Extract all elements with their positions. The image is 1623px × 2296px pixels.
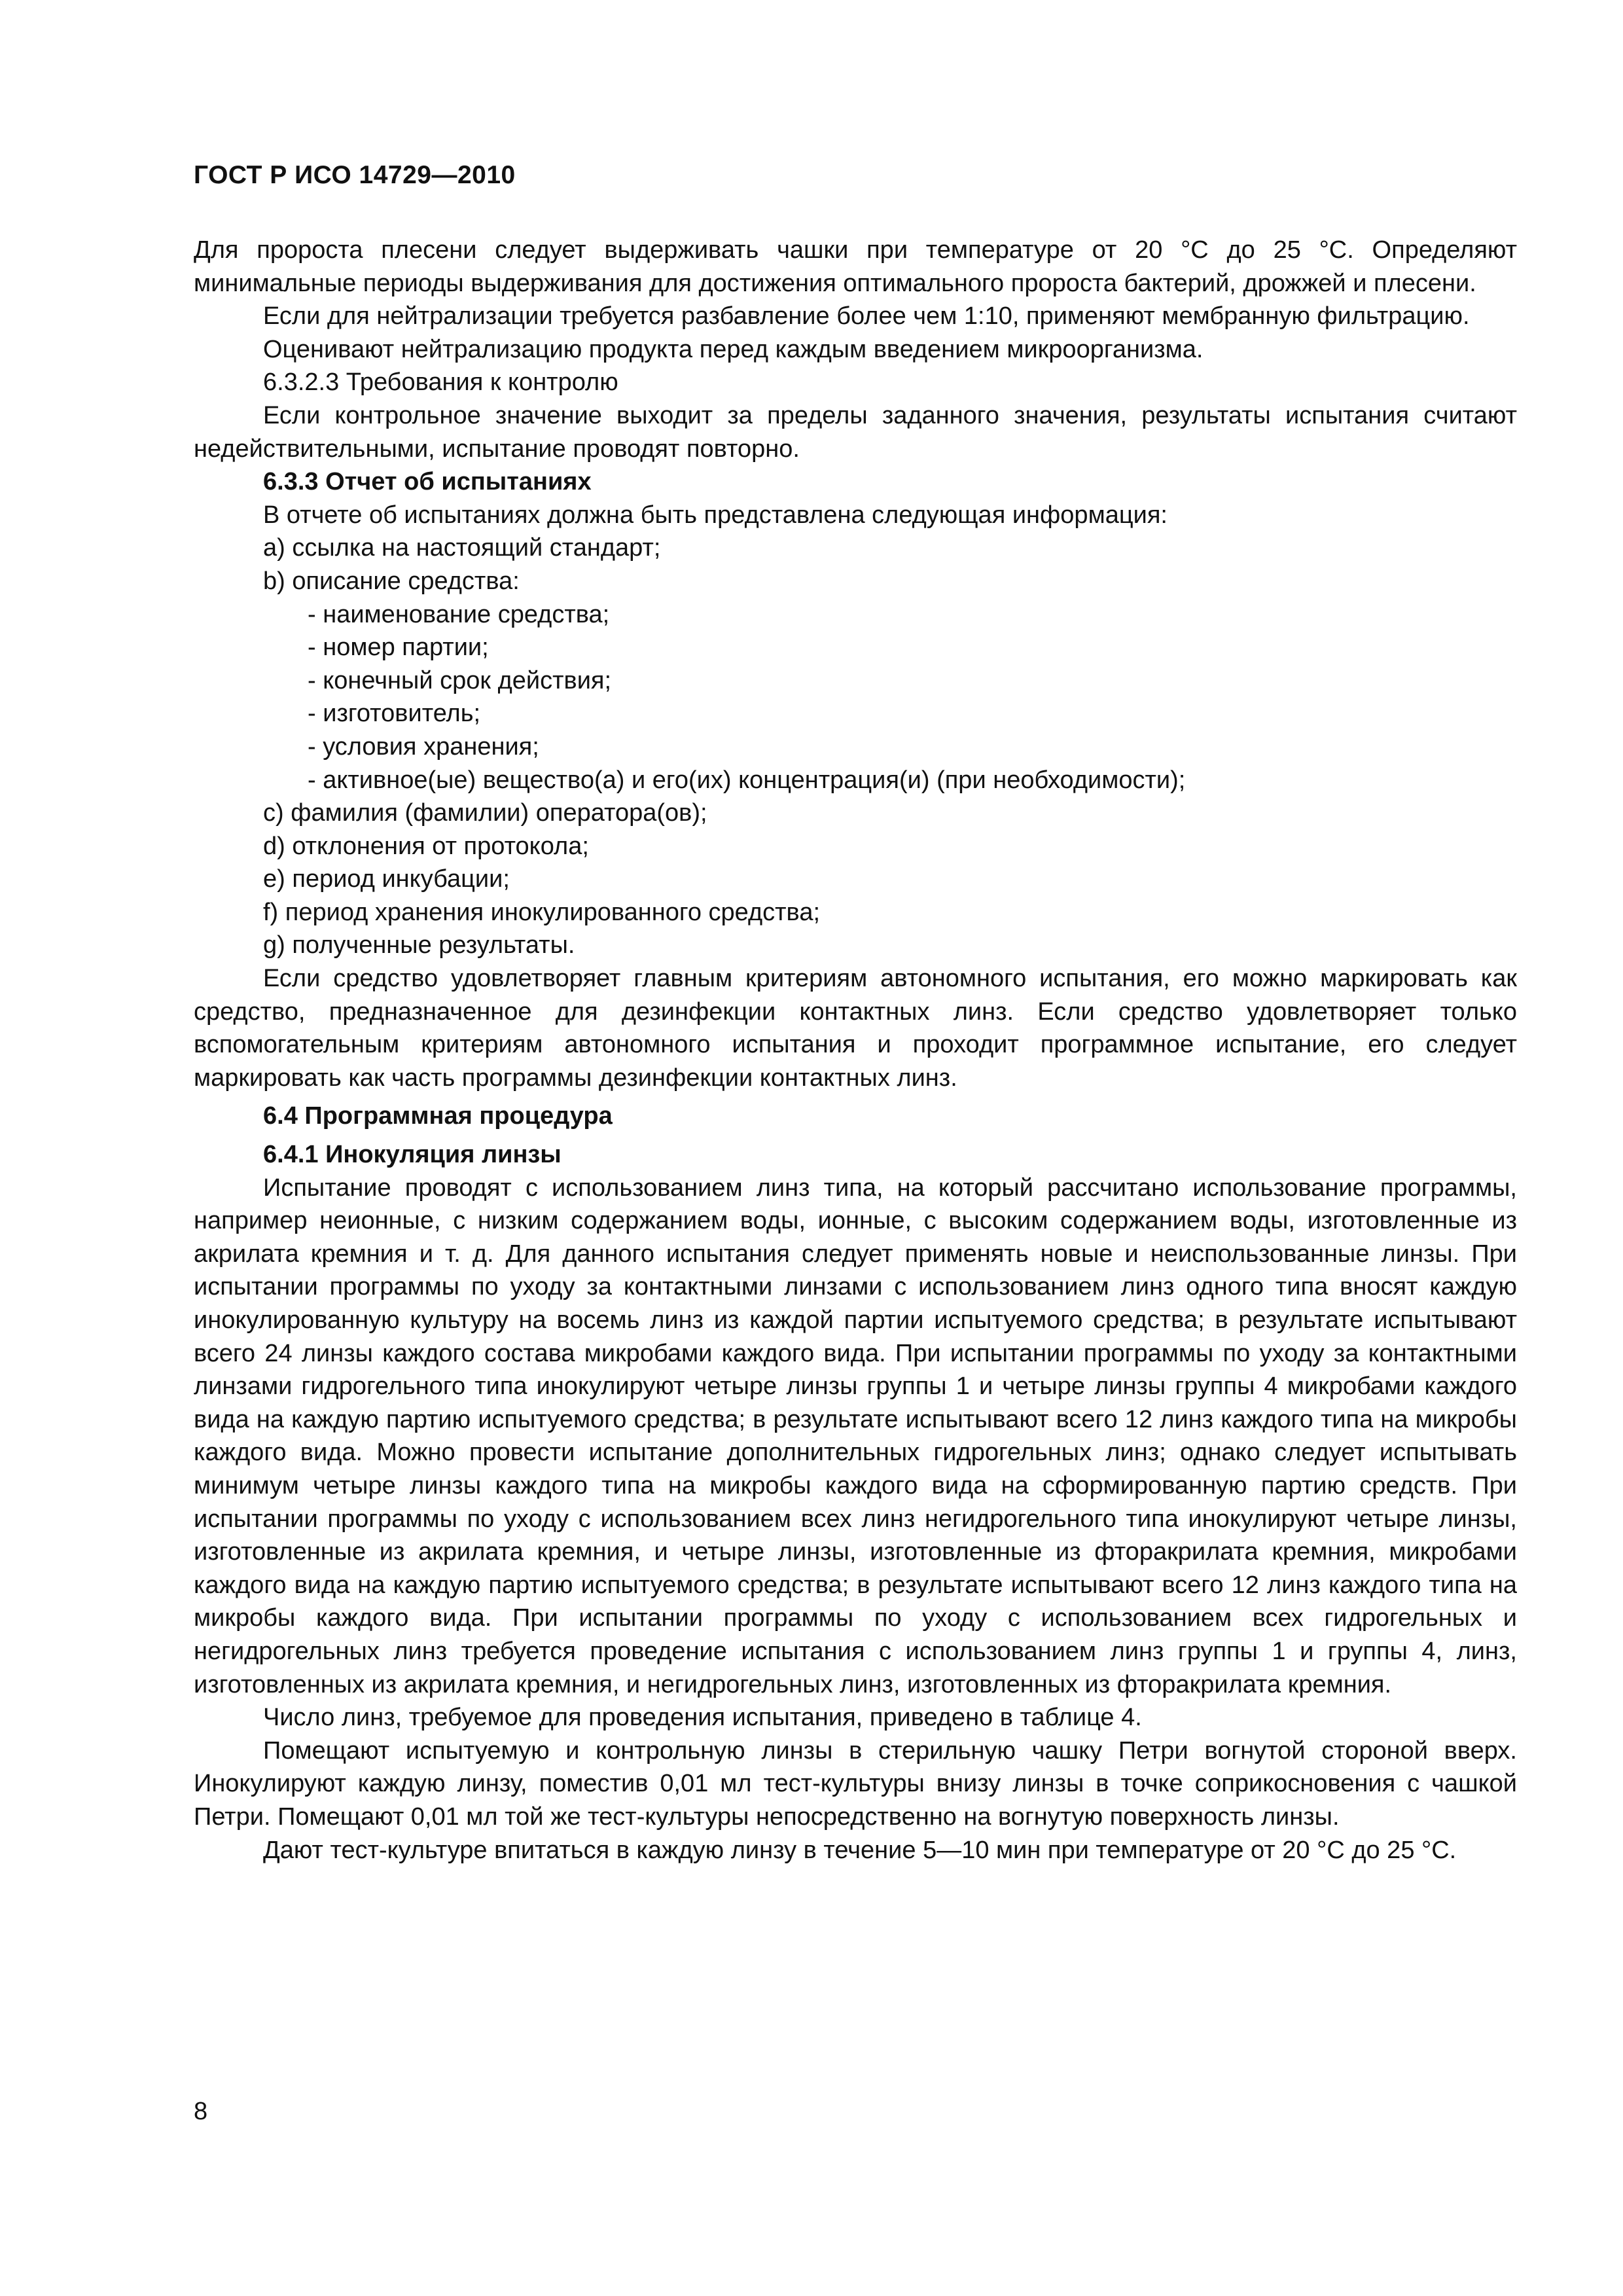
subsection-title: 6.3.2.3 Требования к контролю: [263, 368, 618, 397]
paragraph: Если контрольное значение выходит за пределы заданного значения, результаты испытания считают недействительными, испытание проводят повторно.: [194, 401, 1517, 463]
paragraph: Если средство удовлетворяет главным критериям автономного испытания, его можно маркировать как средство, предназначенное для дезинфекции контактных линз. Если средство удовлетворяет только вспомогательным критериям автономного испытания и проходит программное испытание, его следует маркировать как часть программы дезинфекции контактных линз.: [194, 965, 1517, 1092]
sub-list-item: - активное(ые) вещество(а) и его(их) концентрация(и) (при необходимости);: [308, 766, 1186, 794]
section-heading: 6.3.3 Отчет об испытаниях: [263, 468, 592, 496]
document-body: [194, 234, 1517, 1867]
section-heading: 6.4.1 Инокуляция линзы: [263, 1141, 562, 1169]
paragraph: Испытание проводят с использованием линз типа, на который рассчитано использование программы, например неионные, с низким содержанием воды, ионные, с высоким содержанием воды, изготовленные из акрилата кремния и т. д. Для данного испытания следует применять новые и неиспользованные линзы. При испытании программы по уходу за контактными линзами с использованием линз одного типа вносят каждую инокулированную культуру на восемь линз из каждой партии испытуемого средства; в результате испытывают всего 24 линзы каждого состава микробами каждого вида. При испытании программы по уходу за контактными линзами гидрогельного типа инокулируют четыре линзы группы 1 и четыре линзы группы 4 микробами каждого вида на каждую партию испытуемого средства; в результате испытывают всего 12 линз каждого типа на микробы каждого вида. Можно провести испытание дополнительных гидрогельных линз; однако следует испытывать минимум четыре линзы каждого типа на микробы каждого вида на сформированную партию средств. При испытании программы по уходу с использованием всех линз негидрогельного типа инокулируют четыре линзы, изготовленные из акрилата кремния, и четыре линзы, изготовленные из фторакрилата кремния, микробами каждого вида на каждую партию испытуемого средства; в результате испытывают всего 12 линз каждого типа на микробы каждого вида. При испытании программы по уходу с использованием всех гидрогельных и негидрогельных линз требуется проведение испытания с использованием линз группы 1 и группы 4, линз, изготовленных из акрилата кремния, и негидрогельных линз, изготовленных из фторакрилата кремния.: [194, 1174, 1517, 1698]
sub-list-item: - конечный срок действия;: [308, 666, 612, 694]
list-item: b) описание средства:: [263, 567, 520, 595]
section-heading: 6.4 Программная процедура: [263, 1102, 613, 1130]
list-item: a) ссылка на настоящий стандарт;: [263, 534, 661, 562]
paragraph: Оценивают нейтрализацию продукта перед каждым введением микроорганизма.: [263, 335, 1204, 363]
sub-list-item: - изготовитель;: [308, 700, 481, 728]
sub-list-item: - наименование средства;: [308, 600, 610, 628]
paragraph: Для пророста плесени следует выдерживать чашки при температуре от 20 °С до 25 °С. Определяют минимальные периоды выдерживания для достижения оптимального пророста бактерий, дрожжей и плесени.: [194, 236, 1517, 297]
paragraph: Дают тест-культуре впитаться в каждую линзу в течение 5—10 мин при температуре от 20 °С до 25 °С.: [263, 1836, 1457, 1864]
page-number: 8: [194, 2098, 208, 2125]
paragraph: Если для нейтрализации требуется разбавление более чем 1:10, применяют мембранную фильтрацию.: [263, 302, 1470, 331]
list-item: f) период хранения инокулированного средства;: [263, 898, 821, 926]
list-item: e) период инкубации;: [263, 865, 510, 893]
paragraph: Помещают испытуемую и контрольную линзы в стерильную чашку Петри вогнутой стороной вверх. Инокулируют каждую линзу, поместив 0,01 мл тест-культуры внизу линзы в точке соприкосновения с чашкой Петри. Помещают 0,01 мл той же тест-культуры непосредственно на вогнутую поверхность линзы.: [194, 1736, 1517, 1831]
paragraph: В отчете об испытаниях должна быть представлена следующая информация:: [263, 501, 1168, 529]
list-item: g) полученные результаты.: [263, 931, 575, 960]
document-header: ГОСТ Р ИСО 14729—2010: [194, 161, 516, 189]
list-item: c) фамилия (фамилии) оператора(ов);: [263, 799, 707, 827]
sub-list-item: - условия хранения;: [308, 732, 539, 761]
list-item: d) отклонения от протокола;: [263, 832, 589, 860]
sub-list-item: - номер партии;: [308, 634, 489, 662]
paragraph: Число линз, требуемое для проведения испытания, приведено в таблице 4.: [263, 1704, 1142, 1732]
